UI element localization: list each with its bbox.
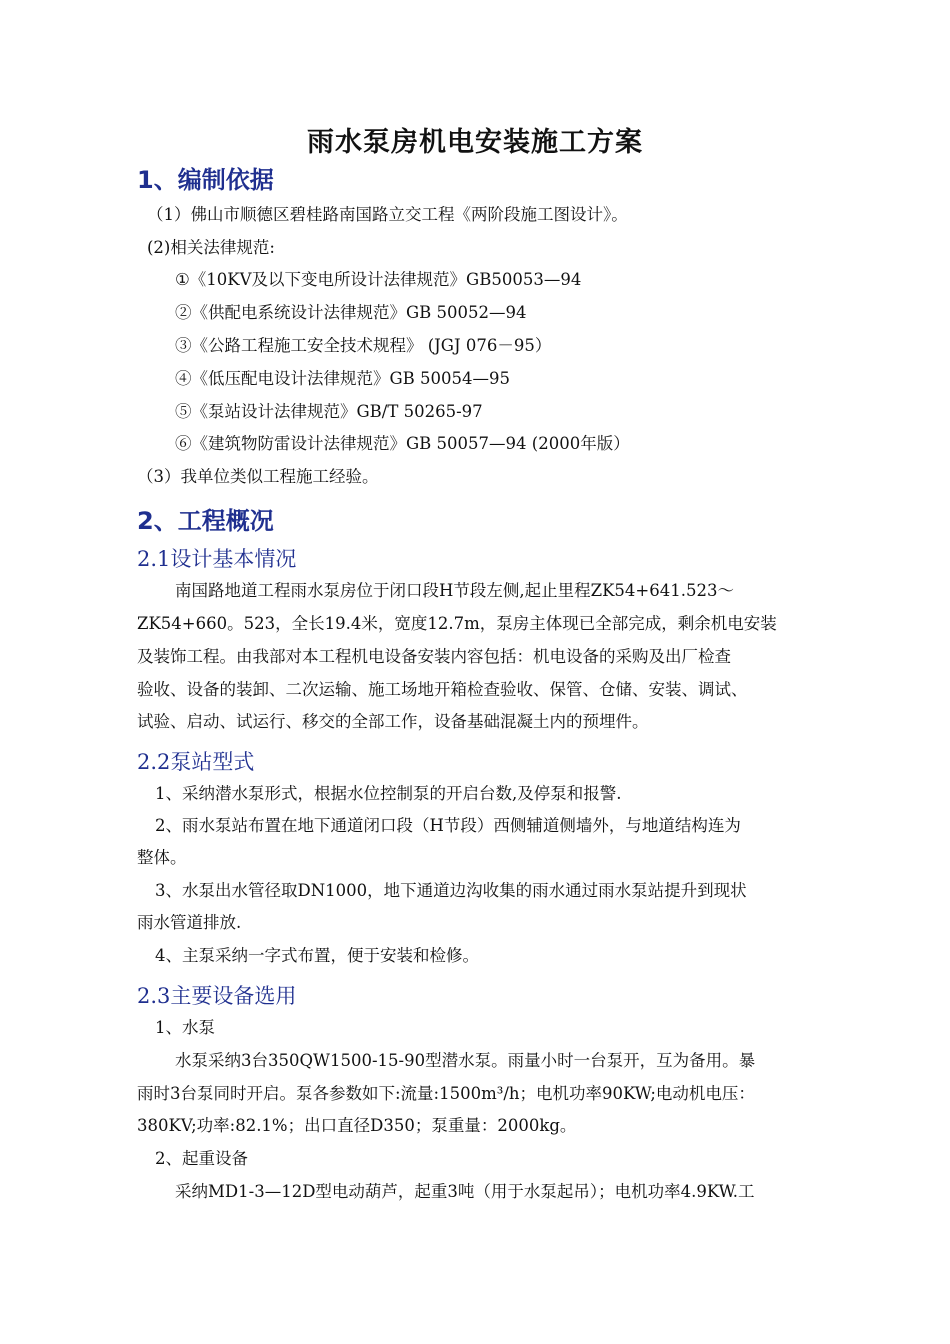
paragraph-line: 2、雨水泵站布置在地下通道闭口段（H节段）西侧辅道侧墙外，与地道结构连为: [155, 816, 741, 835]
regulation-item: ②《供配电系统设计法律规范》GB 50052—94: [175, 303, 527, 322]
paragraph-line: 南国路地道工程雨水泵房位于闭口段H节段左侧,起止里程ZK54+641.523～: [175, 581, 734, 600]
document-title: 雨水泵房机电安装施工方案: [307, 127, 643, 158]
paragraph-line: 2、起重设备: [155, 1149, 248, 1168]
paragraph-line: 1、水泵: [155, 1018, 215, 1037]
paragraph-line: 整体。: [137, 848, 187, 867]
section-2-2-heading: 2.2泵站型式: [137, 750, 255, 774]
paragraph-line: 4、主泵采纳一字式布置，便于安装和检修。: [155, 946, 479, 965]
section-2-1-heading: 2.1设计基本情况: [137, 547, 297, 571]
paragraph-line: 380KV;功率:82.1%；出口直径D350；泵重量：2000kg。: [137, 1116, 577, 1135]
section-1-heading: 1、编制依据: [137, 166, 274, 194]
paragraph-line: 试验、启动、试运行、移交的全部工作，设备基础混凝土内的预埋件。: [137, 712, 649, 731]
regulation-item: ①《10KV及以下变电所设计法律规范》GB50053—94: [175, 270, 582, 289]
paragraph-line: 及装饰工程。由我部对本工程机电设备安装内容包括：机电设备的采购及出厂检查: [137, 647, 731, 666]
paragraph-line: 雨水管道排放.: [137, 913, 242, 932]
paragraph-line: 1、采纳潜水泵形式，根据水位控制泵的开启台数,及停泵和报警.: [155, 784, 622, 803]
section-2-3-heading: 2.3主要设备选用: [137, 984, 297, 1008]
paragraph-line: ZK54+660。523，全长19.4米，宽度12.7m，泵房主体现已全部完成，剩余机电安装: [137, 614, 777, 633]
paragraph-line: 采纳MD1-3—12D型电动葫芦，起重3吨（用于水泵起吊）；电机功率4.9KW.工: [175, 1182, 755, 1201]
basis-item-2: (2)相关法律规范:: [147, 238, 275, 257]
paragraph-line: 水泵采纳3台350QW1500-15-90型潜水泵。雨量小时一台泵开，互为备用。暴: [175, 1051, 756, 1070]
section-2-heading: 2、工程概况: [137, 507, 274, 535]
regulation-item: ⑥《建筑物防雷设计法律规范》GB 50057—94 (2000年版）: [175, 434, 630, 453]
regulation-item: ⑤《泵站设计法律规范》GB/T 50265-97: [175, 402, 483, 421]
paragraph-line: 验收、设备的装卸、二次运输、施工场地开箱检查验收、保管、仓储、安装、调试、: [137, 680, 748, 699]
paragraph-line: 雨时3台泵同时开启。泵各参数如下:流量:1500m³/h；电机功率90KW;电动机电压：: [137, 1084, 755, 1103]
paragraph-line: 3、水泵出水管径取DN1000，地下通道边沟收集的雨水通过雨水泵站提升到现状: [155, 881, 747, 900]
regulation-item: ③《公路工程施工安全技术规程》 (JGJ 076－95）: [175, 336, 552, 355]
basis-item-1: （1）佛山市顺德区碧桂路南国路立交工程《两阶段施工图设计》。: [147, 205, 628, 224]
basis-item-3: （3）我单位类似工程施工经验。: [137, 467, 379, 486]
regulation-item: ④《低压配电设计法律规范》GB 50054—95: [175, 369, 511, 388]
